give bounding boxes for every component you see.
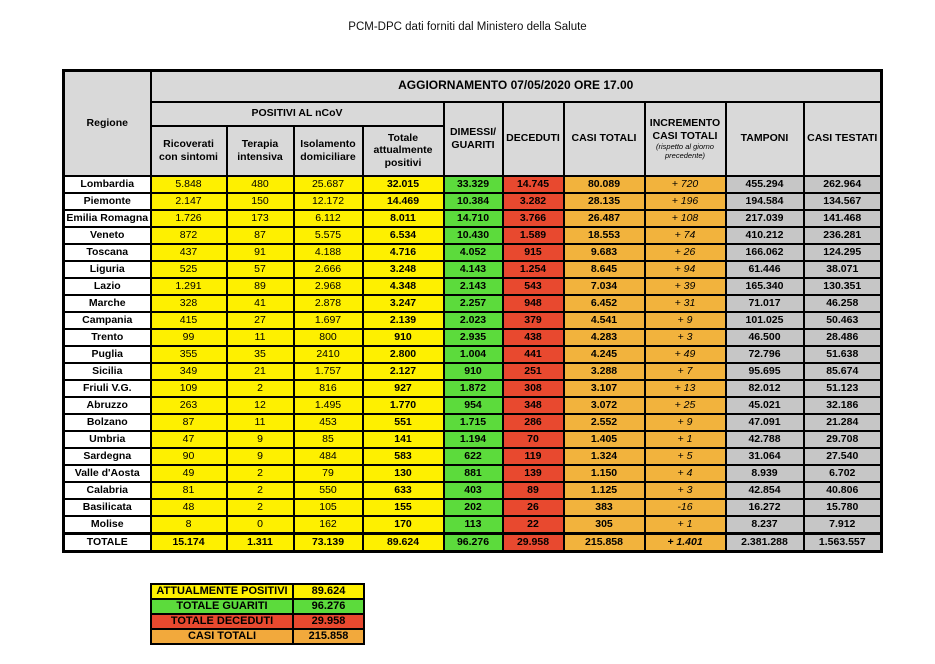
covid-data-table	[62, 69, 883, 553]
cell-terapia-intensiva: 21	[227, 363, 294, 380]
cell-totale-positivi: 32.015	[363, 176, 444, 193]
cell-dimessi-guariti: 403	[444, 482, 503, 499]
header-tamponi: TAMPONI	[726, 102, 804, 176]
table-row	[64, 261, 882, 278]
cell-deceduti: 1.254	[503, 261, 564, 278]
cell-tamponi: 42.854	[726, 482, 804, 499]
cell-totale-positivi: 1.770	[363, 397, 444, 414]
table-row	[64, 499, 882, 516]
cell-dimessi-guariti: 96.276	[444, 533, 503, 551]
cell-isolamento: 6.112	[294, 210, 363, 227]
cell-terapia-intensiva: 9	[227, 431, 294, 448]
cell-casi-testati: 7.912	[804, 516, 882, 534]
cell-casi-testati: 50.463	[804, 312, 882, 329]
header-casi-testati: CASI TESTATI	[804, 102, 882, 176]
cell-tamponi: 72.796	[726, 346, 804, 363]
cell-totale-positivi: 89.624	[363, 533, 444, 551]
cell-terapia-intensiva: 12	[227, 397, 294, 414]
cell-deceduti: 379	[503, 312, 564, 329]
table-row	[64, 414, 882, 431]
cell-tamponi: 16.272	[726, 499, 804, 516]
table-total-row	[64, 533, 882, 551]
cell-dimessi-guariti: 4.143	[444, 261, 503, 278]
cell-deceduti: 543	[503, 278, 564, 295]
cell-incremento: + 1.401	[645, 533, 726, 551]
cell-casi-totali: 18.553	[564, 227, 645, 244]
summary-value: 96.276	[293, 599, 364, 614]
cell-incremento: + 94	[645, 261, 726, 278]
cell-incremento: + 1	[645, 516, 726, 534]
cell-ricoverati: 90	[151, 448, 227, 465]
cell-incremento: + 720	[645, 176, 726, 193]
cell-casi-testati: 29.708	[804, 431, 882, 448]
cell-dimessi-guariti: 622	[444, 448, 503, 465]
table-row	[64, 465, 882, 482]
cell-terapia-intensiva: 11	[227, 329, 294, 346]
summary-value: 29.958	[293, 614, 364, 629]
cell-totale-positivi: 4.348	[363, 278, 444, 295]
cell-deceduti: 348	[503, 397, 564, 414]
cell-tamponi: 166.062	[726, 244, 804, 261]
cell-casi-totali: 1.125	[564, 482, 645, 499]
table-row	[64, 346, 882, 363]
table-header	[64, 71, 882, 176]
cell-dimessi-guariti: 14.710	[444, 210, 503, 227]
cell-incremento: + 3	[645, 329, 726, 346]
cell-isolamento: 816	[294, 380, 363, 397]
table-row	[64, 448, 882, 465]
cell-deceduti: 251	[503, 363, 564, 380]
cell-casi-totali: 3.072	[564, 397, 645, 414]
table-row	[64, 278, 882, 295]
cell-totale-positivi: 583	[363, 448, 444, 465]
cell-totale-positivi: 130	[363, 465, 444, 482]
cell-casi-testati: 85.674	[804, 363, 882, 380]
header-deceduti: DECEDUTI	[503, 102, 564, 176]
summary-label: TOTALE GUARITI	[151, 599, 293, 614]
cell-tamponi: 410.212	[726, 227, 804, 244]
header-incremento	[645, 102, 726, 176]
cell-dimessi-guariti: 1.194	[444, 431, 503, 448]
cell-deceduti: 441	[503, 346, 564, 363]
cell-ricoverati: 872	[151, 227, 227, 244]
cell-deceduti: 915	[503, 244, 564, 261]
cell-isolamento: 5.575	[294, 227, 363, 244]
cell-casi-testati: 124.295	[804, 244, 882, 261]
cell-casi-totali: 80.089	[564, 176, 645, 193]
cell-isolamento: 73.139	[294, 533, 363, 551]
cell-deceduti: 438	[503, 329, 564, 346]
cell-terapia-intensiva: 2	[227, 499, 294, 516]
cell-casi-totali: 1.405	[564, 431, 645, 448]
cell-deceduti: 3.766	[503, 210, 564, 227]
cell-casi-totali: 26.487	[564, 210, 645, 227]
cell-tamponi: 165.340	[726, 278, 804, 295]
cell-region: Valle d'Aosta	[64, 465, 151, 482]
cell-casi-totali: 7.034	[564, 278, 645, 295]
cell-incremento: + 7	[645, 363, 726, 380]
cell-ricoverati: 1.726	[151, 210, 227, 227]
cell-deceduti: 1.589	[503, 227, 564, 244]
cell-incremento: + 49	[645, 346, 726, 363]
cell-terapia-intensiva: 173	[227, 210, 294, 227]
cell-incremento: + 5	[645, 448, 726, 465]
cell-tamponi: 46.500	[726, 329, 804, 346]
table-row	[64, 210, 882, 227]
cell-dimessi-guariti: 33.329	[444, 176, 503, 193]
summary-row	[151, 584, 364, 599]
cell-casi-testati: 141.468	[804, 210, 882, 227]
cell-tamponi: 194.584	[726, 193, 804, 210]
cell-incremento: + 9	[645, 414, 726, 431]
cell-region: Veneto	[64, 227, 151, 244]
cell-tamponi: 2.381.288	[726, 533, 804, 551]
cell-casi-totali: 8.645	[564, 261, 645, 278]
cell-casi-testati: 40.806	[804, 482, 882, 499]
cell-casi-testati: 51.123	[804, 380, 882, 397]
cell-incremento: + 1	[645, 431, 726, 448]
cell-ricoverati: 8	[151, 516, 227, 534]
cell-casi-totali: 4.283	[564, 329, 645, 346]
cell-casi-totali: 28.135	[564, 193, 645, 210]
cell-deceduti: 70	[503, 431, 564, 448]
cell-ricoverati: 437	[151, 244, 227, 261]
cell-isolamento: 1.495	[294, 397, 363, 414]
cell-incremento: -16	[645, 499, 726, 516]
cell-tamponi: 82.012	[726, 380, 804, 397]
cell-isolamento: 453	[294, 414, 363, 431]
cell-dimessi-guariti: 2.935	[444, 329, 503, 346]
cell-casi-testati: 28.486	[804, 329, 882, 346]
cell-terapia-intensiva: 2	[227, 380, 294, 397]
cell-dimessi-guariti: 113	[444, 516, 503, 534]
cell-incremento: + 9	[645, 312, 726, 329]
cell-casi-totali: 215.858	[564, 533, 645, 551]
table-row	[64, 244, 882, 261]
table-row	[64, 176, 882, 193]
cell-casi-totali: 2.552	[564, 414, 645, 431]
cell-casi-totali: 305	[564, 516, 645, 534]
cell-terapia-intensiva: 0	[227, 516, 294, 534]
table-row	[64, 312, 882, 329]
cell-ricoverati: 15.174	[151, 533, 227, 551]
cell-region: Emilia Romagna	[64, 210, 151, 227]
cell-totale-positivi: 4.716	[363, 244, 444, 261]
cell-tamponi: 8.237	[726, 516, 804, 534]
cell-region: Trento	[64, 329, 151, 346]
cell-casi-testati: 130.351	[804, 278, 882, 295]
cell-casi-totali: 4.245	[564, 346, 645, 363]
cell-tamponi: 45.021	[726, 397, 804, 414]
cell-deceduti: 948	[503, 295, 564, 312]
summary-table	[150, 583, 365, 645]
cell-isolamento: 2410	[294, 346, 363, 363]
cell-totale-positivi: 927	[363, 380, 444, 397]
cell-tamponi: 217.039	[726, 210, 804, 227]
cell-isolamento: 4.188	[294, 244, 363, 261]
header-update: AGGIORNAMENTO 07/05/2020 ORE 17.00	[151, 71, 882, 102]
cell-isolamento: 79	[294, 465, 363, 482]
table-row	[64, 329, 882, 346]
cell-tamponi: 8.939	[726, 465, 804, 482]
cell-deceduti: 22	[503, 516, 564, 534]
cell-deceduti: 286	[503, 414, 564, 431]
cell-region: Toscana	[64, 244, 151, 261]
header-ricoverati: Ricoverati con sintomi	[151, 126, 227, 176]
summary-value: 89.624	[293, 584, 364, 599]
cell-region: Sicilia	[64, 363, 151, 380]
cell-totale-positivi: 14.469	[363, 193, 444, 210]
cell-casi-testati: 38.071	[804, 261, 882, 278]
cell-region: Abruzzo	[64, 397, 151, 414]
header-incremento-note: (rispetto al giorno precedente)	[656, 141, 714, 160]
cell-totale-positivi: 3.248	[363, 261, 444, 278]
cell-totale-positivi: 3.247	[363, 295, 444, 312]
cell-isolamento: 484	[294, 448, 363, 465]
cell-casi-testati: 262.964	[804, 176, 882, 193]
cell-tamponi: 71.017	[726, 295, 804, 312]
cell-isolamento: 2.878	[294, 295, 363, 312]
table-body	[64, 176, 882, 552]
cell-tamponi: 31.064	[726, 448, 804, 465]
header-isolamento: Isolamento domiciliare	[294, 126, 363, 176]
cell-casi-testati: 32.186	[804, 397, 882, 414]
cell-ricoverati: 2.147	[151, 193, 227, 210]
cell-casi-testati: 21.284	[804, 414, 882, 431]
cell-dimessi-guariti: 2.257	[444, 295, 503, 312]
cell-region: Puglia	[64, 346, 151, 363]
cell-incremento: + 4	[645, 465, 726, 482]
cell-totale-positivi: 6.534	[363, 227, 444, 244]
cell-terapia-intensiva: 9	[227, 448, 294, 465]
cell-deceduti: 26	[503, 499, 564, 516]
cell-region: Bolzano	[64, 414, 151, 431]
cell-terapia-intensiva: 41	[227, 295, 294, 312]
summary-row	[151, 599, 364, 614]
cell-region: Basilicata	[64, 499, 151, 516]
cell-dimessi-guariti: 1.715	[444, 414, 503, 431]
table-row	[64, 363, 882, 380]
cell-totale-positivi: 633	[363, 482, 444, 499]
cell-region: Lombardia	[64, 176, 151, 193]
cell-dimessi-guariti: 954	[444, 397, 503, 414]
cell-totale-positivi: 141	[363, 431, 444, 448]
cell-totale-positivi: 170	[363, 516, 444, 534]
cell-terapia-intensiva: 480	[227, 176, 294, 193]
cell-incremento: + 26	[645, 244, 726, 261]
cell-casi-testati: 27.540	[804, 448, 882, 465]
header-dimessi-guariti: DIMESSI/ GUARITI	[444, 102, 503, 176]
cell-isolamento: 25.687	[294, 176, 363, 193]
cell-deceduti: 308	[503, 380, 564, 397]
page-title: PCM-DPC dati forniti dal Ministero della Salute	[348, 21, 587, 33]
cell-tamponi: 95.695	[726, 363, 804, 380]
cell-isolamento: 2.968	[294, 278, 363, 295]
summary-value: 215.858	[293, 629, 364, 644]
cell-ricoverati: 47	[151, 431, 227, 448]
cell-casi-testati: 236.281	[804, 227, 882, 244]
cell-casi-testati: 6.702	[804, 465, 882, 482]
cell-dimessi-guariti: 1.872	[444, 380, 503, 397]
cell-casi-totali: 3.107	[564, 380, 645, 397]
cell-casi-testati: 15.780	[804, 499, 882, 516]
cell-terapia-intensiva: 150	[227, 193, 294, 210]
cell-region: Lazio	[64, 278, 151, 295]
summary-row	[151, 629, 364, 644]
cell-incremento: + 196	[645, 193, 726, 210]
cell-casi-testati: 1.563.557	[804, 533, 882, 551]
cell-region: Campania	[64, 312, 151, 329]
cell-totale-positivi: 155	[363, 499, 444, 516]
cell-casi-testati: 46.258	[804, 295, 882, 312]
cell-deceduti: 89	[503, 482, 564, 499]
cell-ricoverati: 99	[151, 329, 227, 346]
header-casi-totali: CASI TOTALI	[564, 102, 645, 176]
cell-isolamento: 12.172	[294, 193, 363, 210]
cell-terapia-intensiva: 27	[227, 312, 294, 329]
cell-casi-totali: 9.683	[564, 244, 645, 261]
table-row	[64, 482, 882, 499]
cell-tamponi: 455.294	[726, 176, 804, 193]
cell-isolamento: 800	[294, 329, 363, 346]
cell-totale-positivi: 2.139	[363, 312, 444, 329]
cell-tamponi: 47.091	[726, 414, 804, 431]
cell-ricoverati: 525	[151, 261, 227, 278]
cell-tamponi: 61.446	[726, 261, 804, 278]
cell-ricoverati: 349	[151, 363, 227, 380]
cell-ricoverati: 1.291	[151, 278, 227, 295]
cell-region: Marche	[64, 295, 151, 312]
cell-incremento: + 108	[645, 210, 726, 227]
cell-isolamento: 1.757	[294, 363, 363, 380]
summary-label: TOTALE DECEDUTI	[151, 614, 293, 629]
cell-dimessi-guariti: 202	[444, 499, 503, 516]
cell-casi-totali: 4.541	[564, 312, 645, 329]
cell-terapia-intensiva: 2	[227, 465, 294, 482]
cell-dimessi-guariti: 10.430	[444, 227, 503, 244]
cell-region: Liguria	[64, 261, 151, 278]
header-totale-positivi: Totale attualmente positivi	[363, 126, 444, 176]
cell-terapia-intensiva: 11	[227, 414, 294, 431]
table-row	[64, 193, 882, 210]
cell-terapia-intensiva: 35	[227, 346, 294, 363]
cell-terapia-intensiva: 87	[227, 227, 294, 244]
cell-incremento: + 74	[645, 227, 726, 244]
cell-dimessi-guariti: 4.052	[444, 244, 503, 261]
table-row	[64, 397, 882, 414]
cell-terapia-intensiva: 89	[227, 278, 294, 295]
cell-tamponi: 101.025	[726, 312, 804, 329]
cell-casi-totali: 383	[564, 499, 645, 516]
cell-deceduti: 119	[503, 448, 564, 465]
cell-terapia-intensiva: 2	[227, 482, 294, 499]
cell-deceduti: 29.958	[503, 533, 564, 551]
cell-ricoverati: 328	[151, 295, 227, 312]
cell-totale-positivi: 2.800	[363, 346, 444, 363]
cell-totale-positivi: 2.127	[363, 363, 444, 380]
cell-region: Piemonte	[64, 193, 151, 210]
cell-deceduti: 3.282	[503, 193, 564, 210]
cell-isolamento: 85	[294, 431, 363, 448]
cell-deceduti: 139	[503, 465, 564, 482]
cell-totale-positivi: 910	[363, 329, 444, 346]
cell-tamponi: 42.788	[726, 431, 804, 448]
cell-ricoverati: 355	[151, 346, 227, 363]
header-terapia-intensiva: Terapia intensiva	[227, 126, 294, 176]
cell-terapia-intensiva: 57	[227, 261, 294, 278]
cell-ricoverati: 49	[151, 465, 227, 482]
cell-isolamento: 2.666	[294, 261, 363, 278]
header-regione: Regione	[64, 71, 151, 176]
cell-region: Friuli V.G.	[64, 380, 151, 397]
cell-terapia-intensiva: 1.311	[227, 533, 294, 551]
table-row	[64, 431, 882, 448]
cell-casi-totali: 1.324	[564, 448, 645, 465]
cell-region: Calabria	[64, 482, 151, 499]
cell-dimessi-guariti: 2.023	[444, 312, 503, 329]
summary-label: ATTUALMENTE POSITIVI	[151, 584, 293, 599]
cell-isolamento: 105	[294, 499, 363, 516]
cell-dimessi-guariti: 881	[444, 465, 503, 482]
cell-totale-positivi: 8.011	[363, 210, 444, 227]
cell-region: Molise	[64, 516, 151, 534]
cell-ricoverati: 87	[151, 414, 227, 431]
summary-label: CASI TOTALI	[151, 629, 293, 644]
cell-casi-testati: 51.638	[804, 346, 882, 363]
cell-dimessi-guariti: 910	[444, 363, 503, 380]
cell-totale-positivi: 551	[363, 414, 444, 431]
header-positivi-group: POSITIVI AL nCoV	[151, 102, 444, 126]
cell-region: Umbria	[64, 431, 151, 448]
cell-ricoverati: 5.848	[151, 176, 227, 193]
cell-region: TOTALE	[64, 533, 151, 551]
cell-dimessi-guariti: 2.143	[444, 278, 503, 295]
cell-casi-testati: 134.567	[804, 193, 882, 210]
table-row	[64, 227, 882, 244]
cell-dimessi-guariti: 10.384	[444, 193, 503, 210]
cell-ricoverati: 263	[151, 397, 227, 414]
cell-deceduti: 14.745	[503, 176, 564, 193]
cell-isolamento: 550	[294, 482, 363, 499]
cell-terapia-intensiva: 91	[227, 244, 294, 261]
table-row	[64, 380, 882, 397]
summary-body	[151, 584, 364, 644]
table-row	[64, 295, 882, 312]
header-incremento-label: INCREMENTO CASI TOTALI	[649, 117, 721, 142]
cell-casi-totali: 3.288	[564, 363, 645, 380]
cell-incremento: + 31	[645, 295, 726, 312]
cell-ricoverati: 109	[151, 380, 227, 397]
cell-ricoverati: 48	[151, 499, 227, 516]
cell-isolamento: 162	[294, 516, 363, 534]
cell-incremento: + 25	[645, 397, 726, 414]
cell-isolamento: 1.697	[294, 312, 363, 329]
cell-ricoverati: 415	[151, 312, 227, 329]
cell-incremento: + 3	[645, 482, 726, 499]
summary-row	[151, 614, 364, 629]
cell-region: Sardegna	[64, 448, 151, 465]
cell-incremento: + 13	[645, 380, 726, 397]
cell-ricoverati: 81	[151, 482, 227, 499]
cell-casi-totali: 1.150	[564, 465, 645, 482]
cell-dimessi-guariti: 1.004	[444, 346, 503, 363]
table-row	[64, 516, 882, 534]
cell-incremento: + 39	[645, 278, 726, 295]
cell-casi-totali: 6.452	[564, 295, 645, 312]
